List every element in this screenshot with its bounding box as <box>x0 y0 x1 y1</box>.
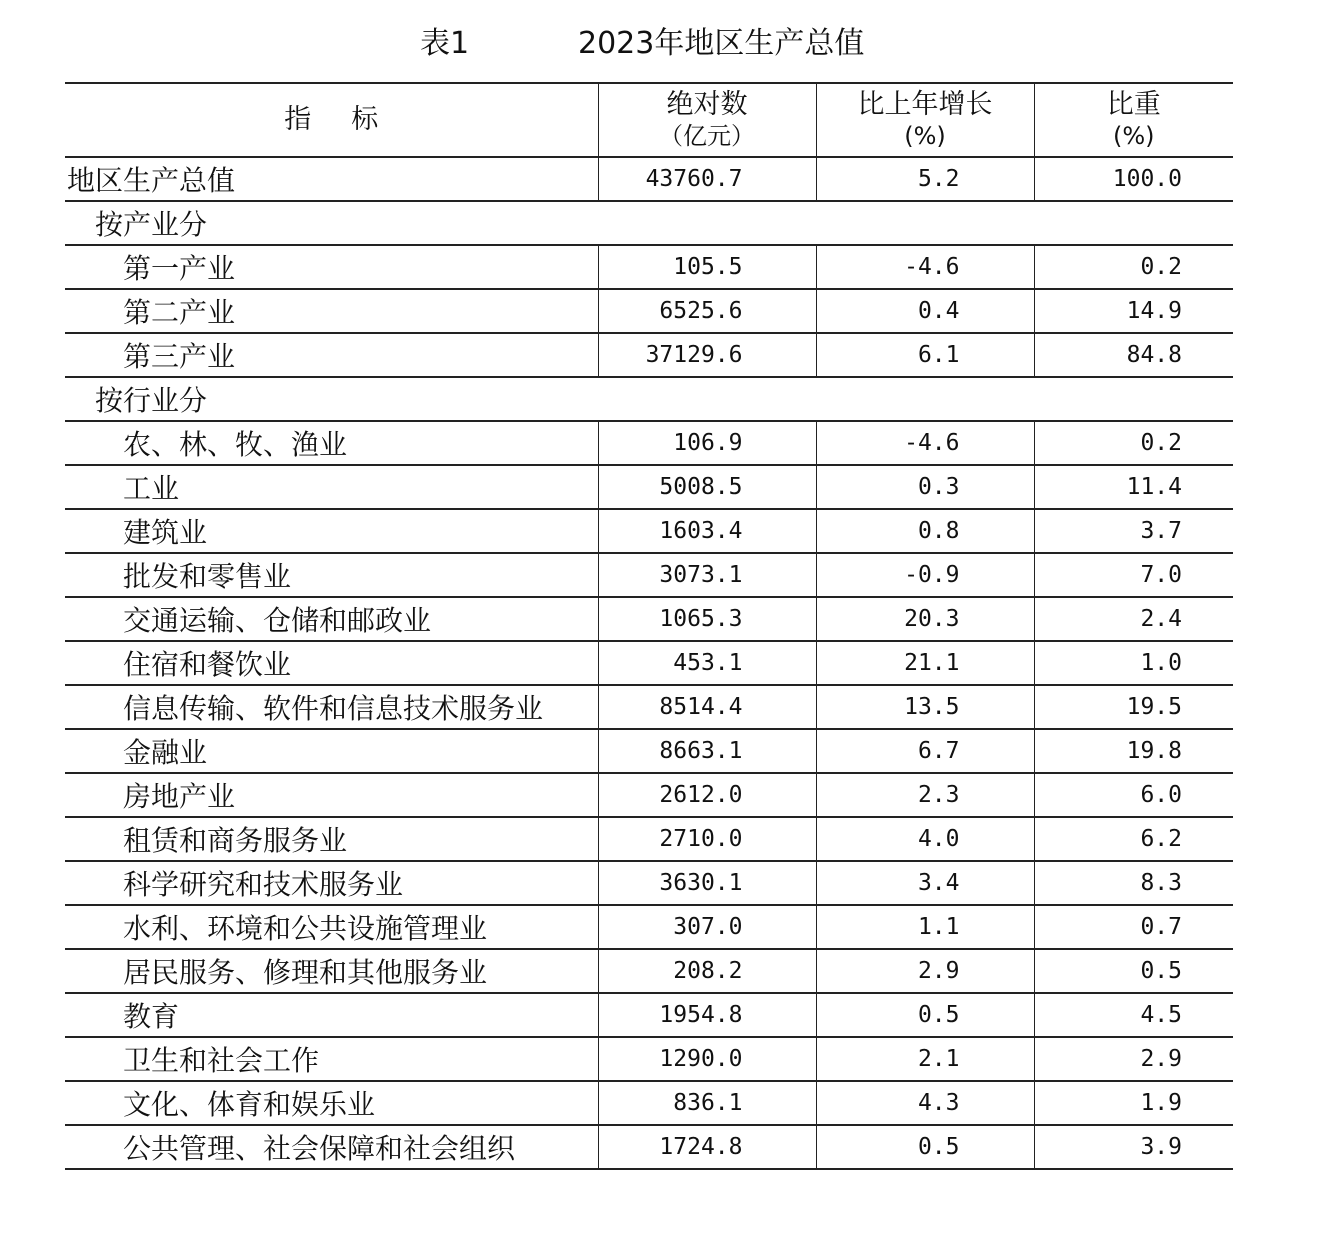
cell-growth: 0.5 <box>816 1125 1034 1169</box>
cell-growth: 2.3 <box>816 773 1034 817</box>
row-label: 建筑业 <box>65 509 598 553</box>
cell-share: 3.9 <box>1034 1125 1233 1169</box>
cell-absolute: 1603.4 <box>598 509 816 553</box>
cell-share: 8.3 <box>1034 861 1233 905</box>
cell-share: 84.8 <box>1034 333 1233 377</box>
row-label: 住宿和餐饮业 <box>65 641 598 685</box>
cell-share: 1.0 <box>1034 641 1233 685</box>
row-label: 工业 <box>65 465 598 509</box>
cell-absolute: 2612.0 <box>598 773 816 817</box>
row-label: 房地产业 <box>65 773 598 817</box>
row-label: 第三产业 <box>65 333 598 377</box>
table-row <box>65 729 1233 773</box>
cell-growth: 2.9 <box>816 949 1034 993</box>
cell-absolute: 37129.6 <box>598 333 816 377</box>
cell-absolute: 43760.7 <box>598 157 816 201</box>
cell-growth: 21.1 <box>816 641 1034 685</box>
table-row <box>65 289 1233 333</box>
cell-growth: 2.1 <box>816 1037 1034 1081</box>
cell-growth: -4.6 <box>816 245 1034 289</box>
header-share-unit: (%) <box>1112 122 1155 150</box>
row-label: 地区生产总值 <box>65 157 598 201</box>
cell-share: 4.5 <box>1034 993 1233 1037</box>
row-label: 农、林、牧、渔业 <box>65 421 598 465</box>
cell-growth: 4.0 <box>816 817 1034 861</box>
table-row <box>65 993 1233 1037</box>
table-title-text: 2023年地区生产总值 <box>578 26 865 61</box>
header-absolute-label: 绝对数 <box>666 89 748 120</box>
table-row <box>65 1125 1233 1169</box>
row-label: 居民服务、修理和其他服务业 <box>65 949 598 993</box>
cell-share: 6.0 <box>1034 773 1233 817</box>
table-row <box>65 861 1233 905</box>
cell-absolute: 3073.1 <box>598 553 816 597</box>
cell-growth: 20.3 <box>816 597 1034 641</box>
header-growth <box>816 83 1034 157</box>
cell-absolute: 6525.6 <box>598 289 816 333</box>
cell-absolute: 208.2 <box>598 949 816 993</box>
cell-growth: 1.1 <box>816 905 1034 949</box>
table-row <box>65 641 1233 685</box>
cell-share: 0.2 <box>1034 421 1233 465</box>
row-label: 文化、体育和娱乐业 <box>65 1081 598 1125</box>
cell-share: 0.2 <box>1034 245 1233 289</box>
cell-absolute: 836.1 <box>598 1081 816 1125</box>
table-row <box>65 333 1233 377</box>
table-header <box>65 83 1233 157</box>
cell-share: 6.2 <box>1034 817 1233 861</box>
cell-growth: 0.5 <box>816 993 1034 1037</box>
row-label: 第二产业 <box>65 289 598 333</box>
header-absolute <box>598 83 816 157</box>
cell-share: 0.5 <box>1034 949 1233 993</box>
cell-growth: 13.5 <box>816 685 1034 729</box>
table-row <box>65 509 1233 553</box>
row-label: 租赁和商务服务业 <box>65 817 598 861</box>
table-row <box>65 597 1233 641</box>
cell-absolute: 453.1 <box>598 641 816 685</box>
row-label: 卫生和社会工作 <box>65 1037 598 1081</box>
table-row <box>65 1081 1233 1125</box>
table-row <box>65 553 1233 597</box>
section-label: 按行业分 <box>95 384 208 417</box>
table-row <box>65 949 1233 993</box>
cell-growth: -0.9 <box>816 553 1034 597</box>
gdp-table <box>65 82 1233 1170</box>
cell-share: 1.9 <box>1034 1081 1233 1125</box>
cell-absolute: 1954.8 <box>598 993 816 1037</box>
header-row <box>65 83 1233 157</box>
cell-share: 19.5 <box>1034 685 1233 729</box>
row-label: 批发和零售业 <box>65 553 598 597</box>
row-label: 水利、环境和公共设施管理业 <box>65 905 598 949</box>
table-number: 表1 <box>420 26 470 61</box>
table-row <box>65 465 1233 509</box>
cell-growth: -4.6 <box>816 421 1034 465</box>
cell-share: 100.0 <box>1034 157 1233 201</box>
total-row <box>65 157 1233 201</box>
table-row <box>65 1037 1233 1081</box>
table-row <box>65 685 1233 729</box>
cell-share: 19.8 <box>1034 729 1233 773</box>
cell-share: 2.4 <box>1034 597 1233 641</box>
section-row <box>65 377 1233 421</box>
cell-absolute: 3630.1 <box>598 861 816 905</box>
row-label: 信息传输、软件和信息技术服务业 <box>65 685 598 729</box>
header-share <box>1034 83 1233 157</box>
cell-absolute: 105.5 <box>598 245 816 289</box>
cell-share: 3.7 <box>1034 509 1233 553</box>
cell-growth: 0.3 <box>816 465 1034 509</box>
cell-share: 0.7 <box>1034 905 1233 949</box>
table-title <box>0 22 1300 66</box>
cell-absolute: 1065.3 <box>598 597 816 641</box>
table-row <box>65 905 1233 949</box>
row-label: 交通运输、仓储和邮政业 <box>65 597 598 641</box>
header-indicator-label: 指标 <box>284 104 419 135</box>
cell-growth: 0.8 <box>816 509 1034 553</box>
row-label: 第一产业 <box>65 245 598 289</box>
header-growth-label: 比上年增长 <box>857 89 993 120</box>
header-growth-unit: (%) <box>904 122 946 150</box>
cell-growth: 3.4 <box>816 861 1034 905</box>
cell-growth: 4.3 <box>816 1081 1034 1125</box>
cell-absolute: 2710.0 <box>598 817 816 861</box>
row-label: 科学研究和技术服务业 <box>65 861 598 905</box>
cell-absolute: 8514.4 <box>598 685 816 729</box>
cell-share: 14.9 <box>1034 289 1233 333</box>
section-label: 按产业分 <box>95 208 208 241</box>
header-indicator <box>65 83 598 157</box>
cell-absolute: 307.0 <box>598 905 816 949</box>
row-label: 公共管理、社会保障和社会组织 <box>65 1125 598 1169</box>
cell-absolute: 1290.0 <box>598 1037 816 1081</box>
cell-growth: 0.4 <box>816 289 1034 333</box>
header-absolute-unit: （亿元） <box>659 122 755 150</box>
cell-share: 11.4 <box>1034 465 1233 509</box>
cell-absolute: 106.9 <box>598 421 816 465</box>
cell-absolute: 1724.8 <box>598 1125 816 1169</box>
cell-growth: 6.7 <box>816 729 1034 773</box>
table-row <box>65 421 1233 465</box>
table-row <box>65 245 1233 289</box>
header-share-label: 比重 <box>1106 89 1161 120</box>
cell-absolute: 8663.1 <box>598 729 816 773</box>
cell-share: 2.9 <box>1034 1037 1233 1081</box>
cell-growth: 5.2 <box>816 157 1034 201</box>
row-label: 教育 <box>65 993 598 1037</box>
cell-growth: 6.1 <box>816 333 1034 377</box>
cell-absolute: 5008.5 <box>598 465 816 509</box>
row-label: 金融业 <box>65 729 598 773</box>
table-body <box>65 157 1233 1169</box>
section-row <box>65 201 1233 245</box>
cell-share: 7.0 <box>1034 553 1233 597</box>
table-row <box>65 773 1233 817</box>
table-row <box>65 817 1233 861</box>
